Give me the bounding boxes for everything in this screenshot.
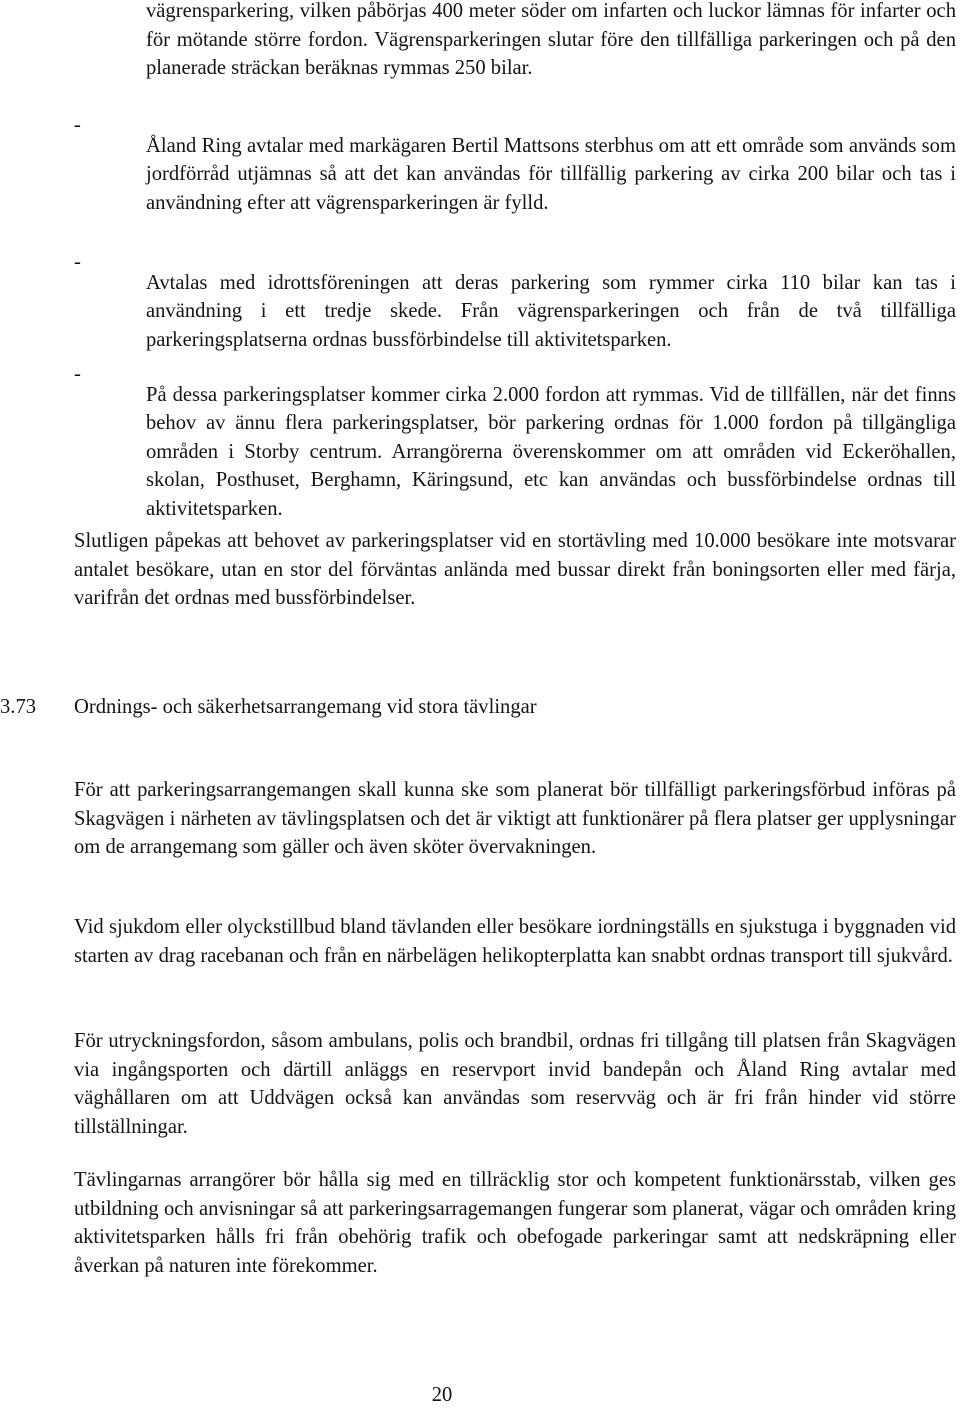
section-number: 3.73	[0, 696, 37, 718]
section-paragraph-parking-ban	[74, 776, 956, 862]
closing-paragraph-text: Slutligen påpekas att behovet av parkeringsplatser vid en stortävling med 10.000 besökare inte motsvarar antalet besökare, utan en stor del förväntas anlända med bussar direkt från boningsorten eller med färja, varifrån det ordnas med bussförbindelser.	[74, 530, 956, 609]
intro-continuation-text: vägrensparkering, vilken påbörjas 400 meter söder om infarten och luckor lämnas för infarter och för mötande större fordon. Vägrensparkeringen slutar före den tillfälliga parkeringen och på den planerade sträckan beräknas rymmas 250 bilar.	[146, 0, 956, 79]
section-paragraph-text: För utryckningsfordon, såsom ambulans, polis och brandbil, ordnas fri tillgång till platsen från Skagvägen via ingångsporten och därtill anläggs en reservport invid bandepån och Åland Ring avtalar med väghållaren om att Uddvägen också kan användas som reservväg och är fri från hinder vid större tillställningar.	[74, 1030, 956, 1138]
intro-continuation-paragraph	[146, 0, 956, 83]
bullet-text: Avtalas med idrottsföreningen att deras parkering som rymmer cirka 110 bilar kan tas i användning i ett tredje skede. Från vägrensparkeringen och från de två tillfälliga parkeringsplatserna ordnas bussförbindelse till aktivitetsparken.	[146, 271, 956, 351]
section-paragraph-medical	[74, 913, 956, 970]
bullet-dash: -	[74, 251, 81, 273]
bullet-text: Åland Ring avtalar med markägaren Bertil Mattsons sterbhus om att ett område som används som jordförråd utjämnas så att det kan användas för tillfällig parkering av cirka 200 bilar och tas i användning efter att vägrensparkeringen är fylld.	[146, 134, 956, 214]
bullet-dash: -	[74, 363, 81, 385]
section-title: Ordnings- och säkerhetsarrangemang vid stora tävlingar	[74, 696, 537, 718]
section-paragraph-text: Vid sjukdom eller olyckstillbud bland tävlanden eller besökare iordningställs en sjukstuga i byggnaden vid starten av drag racebanan och från en närbelägen helikopterplatta kan snabbt ordnas transport till sjukvård.	[74, 916, 956, 967]
bullet-item-sports-club-parking	[74, 248, 956, 375]
bullet-text: På dessa parkeringsplatser kommer cirka 2.000 fordon att rymmas. Vid de tillfällen, när det finns behov av ännu flera parkeringsplatser, bör parkering ordnas för 1.000 fordon på tillgängliga områden i Storby centrum. Arrangörerna överenskommer om att områden vid Eckeröhallen, skolan, Posthuset, Berghamn, Käringsund, etc kan användas och bussförbindelse ordnas till aktivitetsparken.	[146, 383, 956, 520]
section-paragraph-organizers	[74, 1166, 956, 1280]
bullet-item-vehicle-capacity	[74, 360, 956, 544]
page-number: 20	[431, 1384, 453, 1406]
section-paragraph-text: Tävlingarnas arrangörer bör hålla sig med en tillräcklig stor och kompetent funktionärsstab, vilken ges utbildning och anvisningar så att parkeringsarragemangen fungerar som planerat, vägar och områden kring aktivitetsparken hålls fri från obehörig trafik och obefogade parkeringar samt att nedskräpning eller åverkan på naturen inte förekommer.	[74, 1169, 956, 1277]
section-paragraph-text: För att parkeringsarrangemangen skall kunna ske som planerat bör tillfälligt parkeringsförbud införas på Skagvägen i närheten av tävlingsplatsen och det är viktigt att funktionärer på flera platser ger upplysningar om de arrangemang som gäller och även sköter övervakningen.	[74, 779, 956, 858]
bullet-item-parking-area	[74, 111, 956, 238]
closing-paragraph	[74, 527, 956, 613]
bullet-dash: -	[74, 114, 81, 136]
section-paragraph-emergency-vehicles	[74, 1027, 956, 1141]
